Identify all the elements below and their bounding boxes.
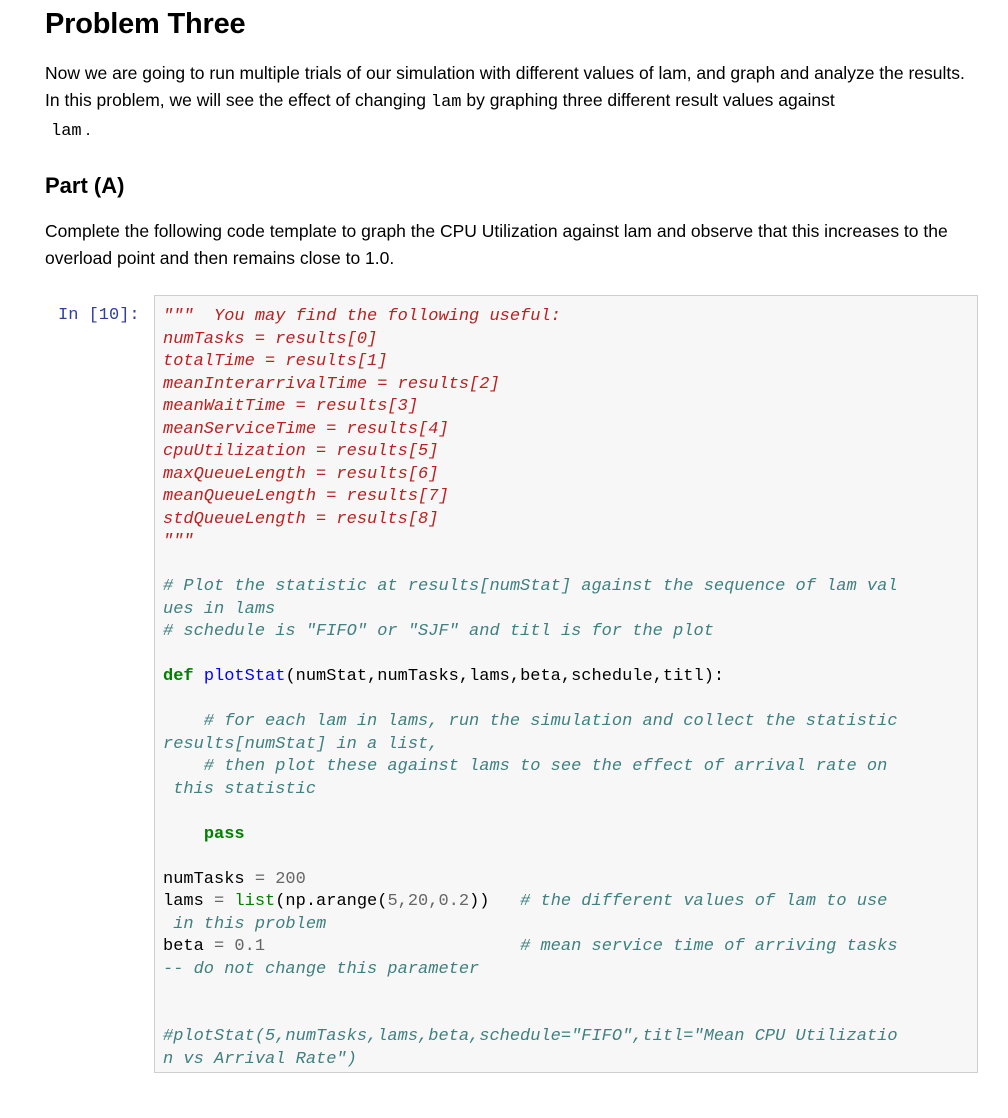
code-comment: # Plot the statistic at results[numStat] against the sequence of lam val <box>163 577 898 596</box>
code-comment: results[numStat] in a list, <box>163 734 439 754</box>
part-a-description: Complete the following code template to graph the CPU Utilization against lam and observe that this increases to the overload point and then remains close to 1.0. <box>45 221 948 268</box>
lams-close: )) <box>469 892 490 911</box>
docstring-line: numTasks = results[0] <box>163 329 378 349</box>
docstring-line: meanWaitTime = results[3] <box>163 397 419 416</box>
intro-text-2: by graphing three different result values against <box>461 90 835 110</box>
docstring-line: meanInterarrivalTime = results[2] <box>163 374 500 394</box>
pass-keyword: pass <box>203 824 245 844</box>
docstring-line: stdQueueLength = results[8] <box>163 509 439 529</box>
code-comment: # then plot these against lams to see the effect of arrival rate on <box>163 757 888 776</box>
docstring-line: totalTime = results[1] <box>163 352 388 371</box>
code-comment: n vs Arrival Rate") <box>163 1049 357 1069</box>
docstring-line: meanServiceTime = results[4] <box>163 419 449 439</box>
part-a-heading: Part (A) <box>45 173 125 198</box>
intro-text-1: Now we are going to run multiple trials of our simulation with different values of lam, and graph and analyze the results. In this problem, we will see the effect of changing <box>45 63 965 110</box>
def-keyword: def <box>163 667 194 686</box>
intro-text-3: . <box>85 119 91 139</box>
code-comment: in this problem <box>163 914 327 934</box>
beta-value: 0.1 <box>234 937 266 956</box>
page-title: Problem Three <box>45 8 246 40</box>
code-editor[interactable]: """ You may find the following useful: numTasks = results[0] totalTime = results[1] meanInterarrivalTime = results[2] meanWaitTime = results[3] meanServiceTime = results[4] cpuUtilization = results[5] maxQueueLength = results[6] meanQueueLength = results[7] stdQueueLength = results[8] """ # Plot the statistic at results[numStat] against the sequence of lam val ues in lams # schedule is "FIFO" or "SJF" and titl is for the plot def plotStat(numStat,numTasks,lams,beta,schedule,titl): # for each lam in lams, run the simulation and collect the statistic results[numStat] in a list, # then plot these against lams to see the effect of arrival rate on this statistic pass numTasks = 200 lams = list(np.arange(5,20,0.2)) # the different values of lam to use in this problem beta = 0.1 # mean service time of arriving tasks -- do not change this parameter #plotStat(5,numTasks,lams,beta,schedule="FIFO",titl="Mean CPU Utilizatio n vs Arrival Rate") <box>163 307 898 1069</box>
docstring-open: """ You may find the following useful: <box>163 307 561 326</box>
function-name: plotStat <box>203 667 286 686</box>
docstring-close: """ <box>163 532 194 551</box>
code-cell[interactable] <box>154 295 978 1073</box>
code-comment: # the different values of lam to use <box>520 892 888 911</box>
intro-paragraph <box>45 60 980 145</box>
lams-args: 5,20,0.2 <box>387 892 470 911</box>
docstring-line: maxQueueLength = results[6] <box>163 464 439 484</box>
lams-expr: (np.arange( <box>275 892 388 911</box>
numtasks-var: numTasks <box>163 869 255 889</box>
code-comment: ues in lams <box>163 599 276 619</box>
code-comment: # for each lam in lams, run the simulation and collect the statistic <box>163 712 898 731</box>
docstring-line: meanQueueLength = results[7] <box>163 487 449 506</box>
code-comment: -- do not change this parameter <box>163 959 480 979</box>
code-comment: # schedule is "FIFO" or "SJF" and titl is for the plot <box>163 622 714 641</box>
function-params: (numStat,numTasks,lams,beta,schedule,titl): <box>285 667 725 686</box>
code-comment: # mean service time of arriving tasks <box>520 937 898 956</box>
inline-code-lam-1: lam <box>430 93 462 112</box>
list-builtin: list <box>234 892 276 911</box>
code-comment: #plotStat(5,numTasks,lams,beta,schedule="FIFO",titl="Mean CPU Utilizatio <box>163 1027 898 1046</box>
numtasks-value: 200 <box>275 869 306 889</box>
code-comment: this statistic <box>163 779 317 799</box>
docstring-line: cpuUtilization = results[5] <box>163 442 439 461</box>
beta-var: beta <box>163 937 215 956</box>
lams-var: lams <box>163 892 215 911</box>
cell-prompt: In [10]: <box>58 306 140 325</box>
inline-code-lam-2: lam <box>51 122 82 141</box>
